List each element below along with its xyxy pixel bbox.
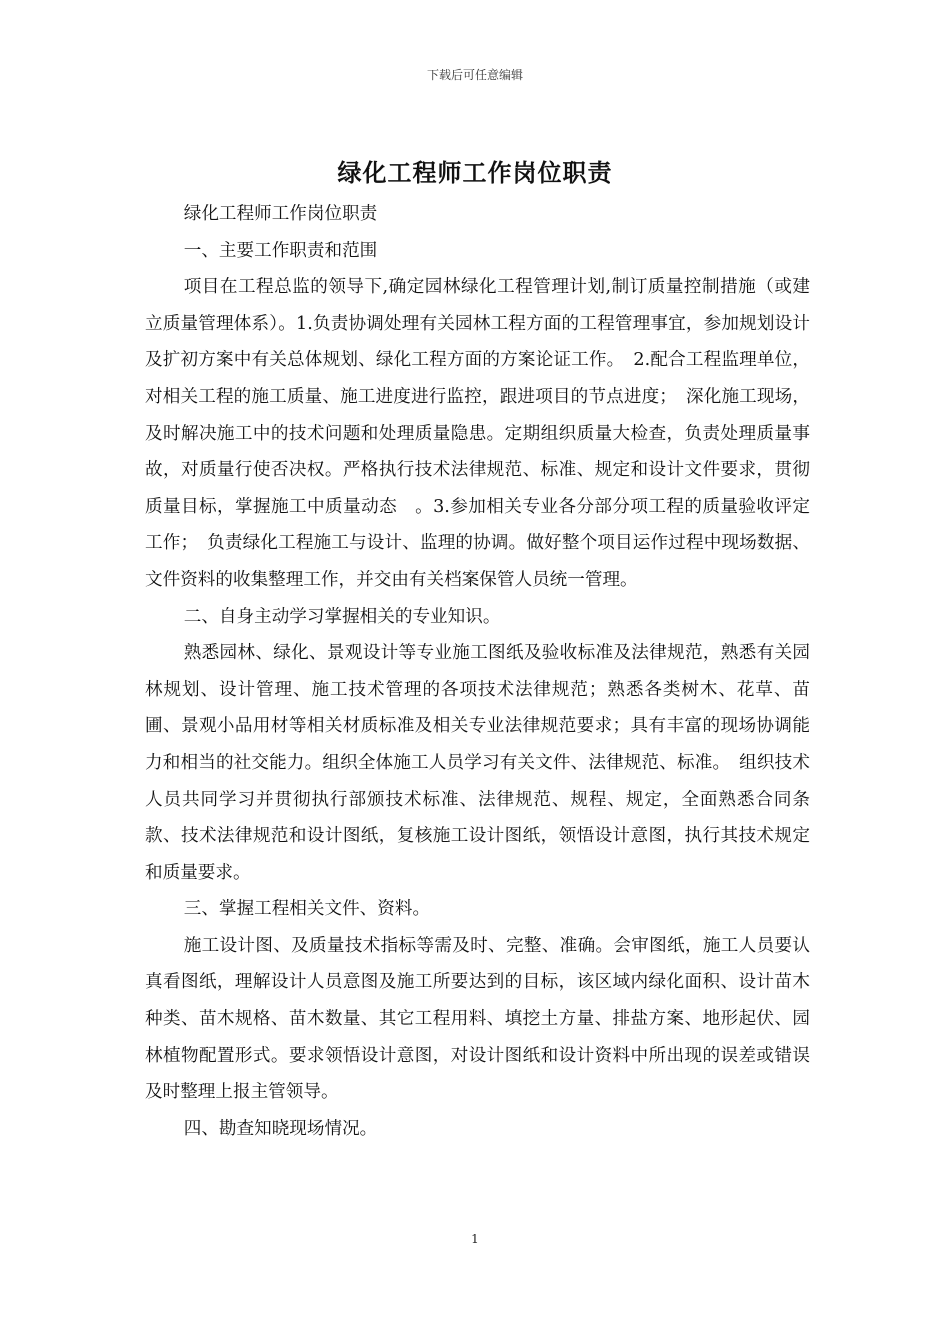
section-heading-1: 一、主要工作职责和范围 — [183, 240, 378, 261]
paragraph-knowledge: 熟悉园林、绿化、景观设计等专业施工图纸及验收标准及法律规范，熟悉有关园林规划、设计管理、施工技术管理的各项技术法律规范；熟悉各类树木、花草、苗圃、景观小品用材等相关材质标准及相关专业法律规范要求；具有丰富的现场协调能力和相当的社交能力。组织全体施工人员学习有关文件、法律规范、标准。 组织技术人员共同学习并贯彻执行部颁技术标准、法律规范、规程、规定，全面熟悉合同条款、技术法律规范和设计图纸，复核施工设计图纸，领悟设计意图，执行其技术规定和质量要求。 — [145, 643, 810, 883]
document-body — [145, 196, 810, 1147]
section-heading-2: 二、自身主动学习掌握相关的专业知识。 — [183, 606, 501, 627]
paragraph-subtitle: 绿化工程师工作岗位职责 — [183, 204, 378, 224]
header-note: 下载后可任意编辑 — [426, 68, 523, 82]
section-heading-4: 四、勘查知晓现场情况。 — [183, 1118, 378, 1139]
paragraph-responsibilities: 项目在工程总监的领导下,确定园林绿化工程管理计划,制订质量控制措施（或建立质量管理体系）。1.负责协调处理有关园林工程方面的工程管理事宜，参加规划设计及扩初方案中有关总体规划、绿化工程方面的方案论证工作。 2.配合工程监理单位，对相关工程的施工质量、施工进度进行监控，跟进项目的节点进度； 深化施工现场，及时解决施工中的技术问题和处理质量隐患。定期组织质量大检查，负责处理质量事故，对质量行使否决权。严格执行技术法律规范、标准、规定和设计文件要求，贯彻质量目标，掌握施工中质量动态 。3.参加相关专业各分部分项工程的质量验收评定工作； 负责绿化工程施工与设计、监理的协调。做好整个项目运作过程中现场数据、文件资料的收集整理工作，并交由有关档案保管人员统一管理。 — [145, 277, 810, 590]
page-number: 1 — [471, 1232, 479, 1246]
paragraph-documents: 施工设计图、及质量技术指标等需及时、完整、准确。会审图纸，施工人员要认真看图纸，理解设计人员意图及施工所要达到的目标，该区域内绿化面积、设计苗木种类、苗木规格、苗木数量、其它工程用料、填挖土方量、排盐方案、地形起伏、园林植物配置形式。要求领悟设计意图，对设计图纸和设计资料中所出现的误差或错误及时整理上报主管领导。 — [145, 935, 810, 1103]
section-heading-3: 三、掌握工程相关文件、资料。 — [183, 899, 431, 920]
document-title: 绿化工程师工作岗位职责 — [337, 158, 613, 187]
